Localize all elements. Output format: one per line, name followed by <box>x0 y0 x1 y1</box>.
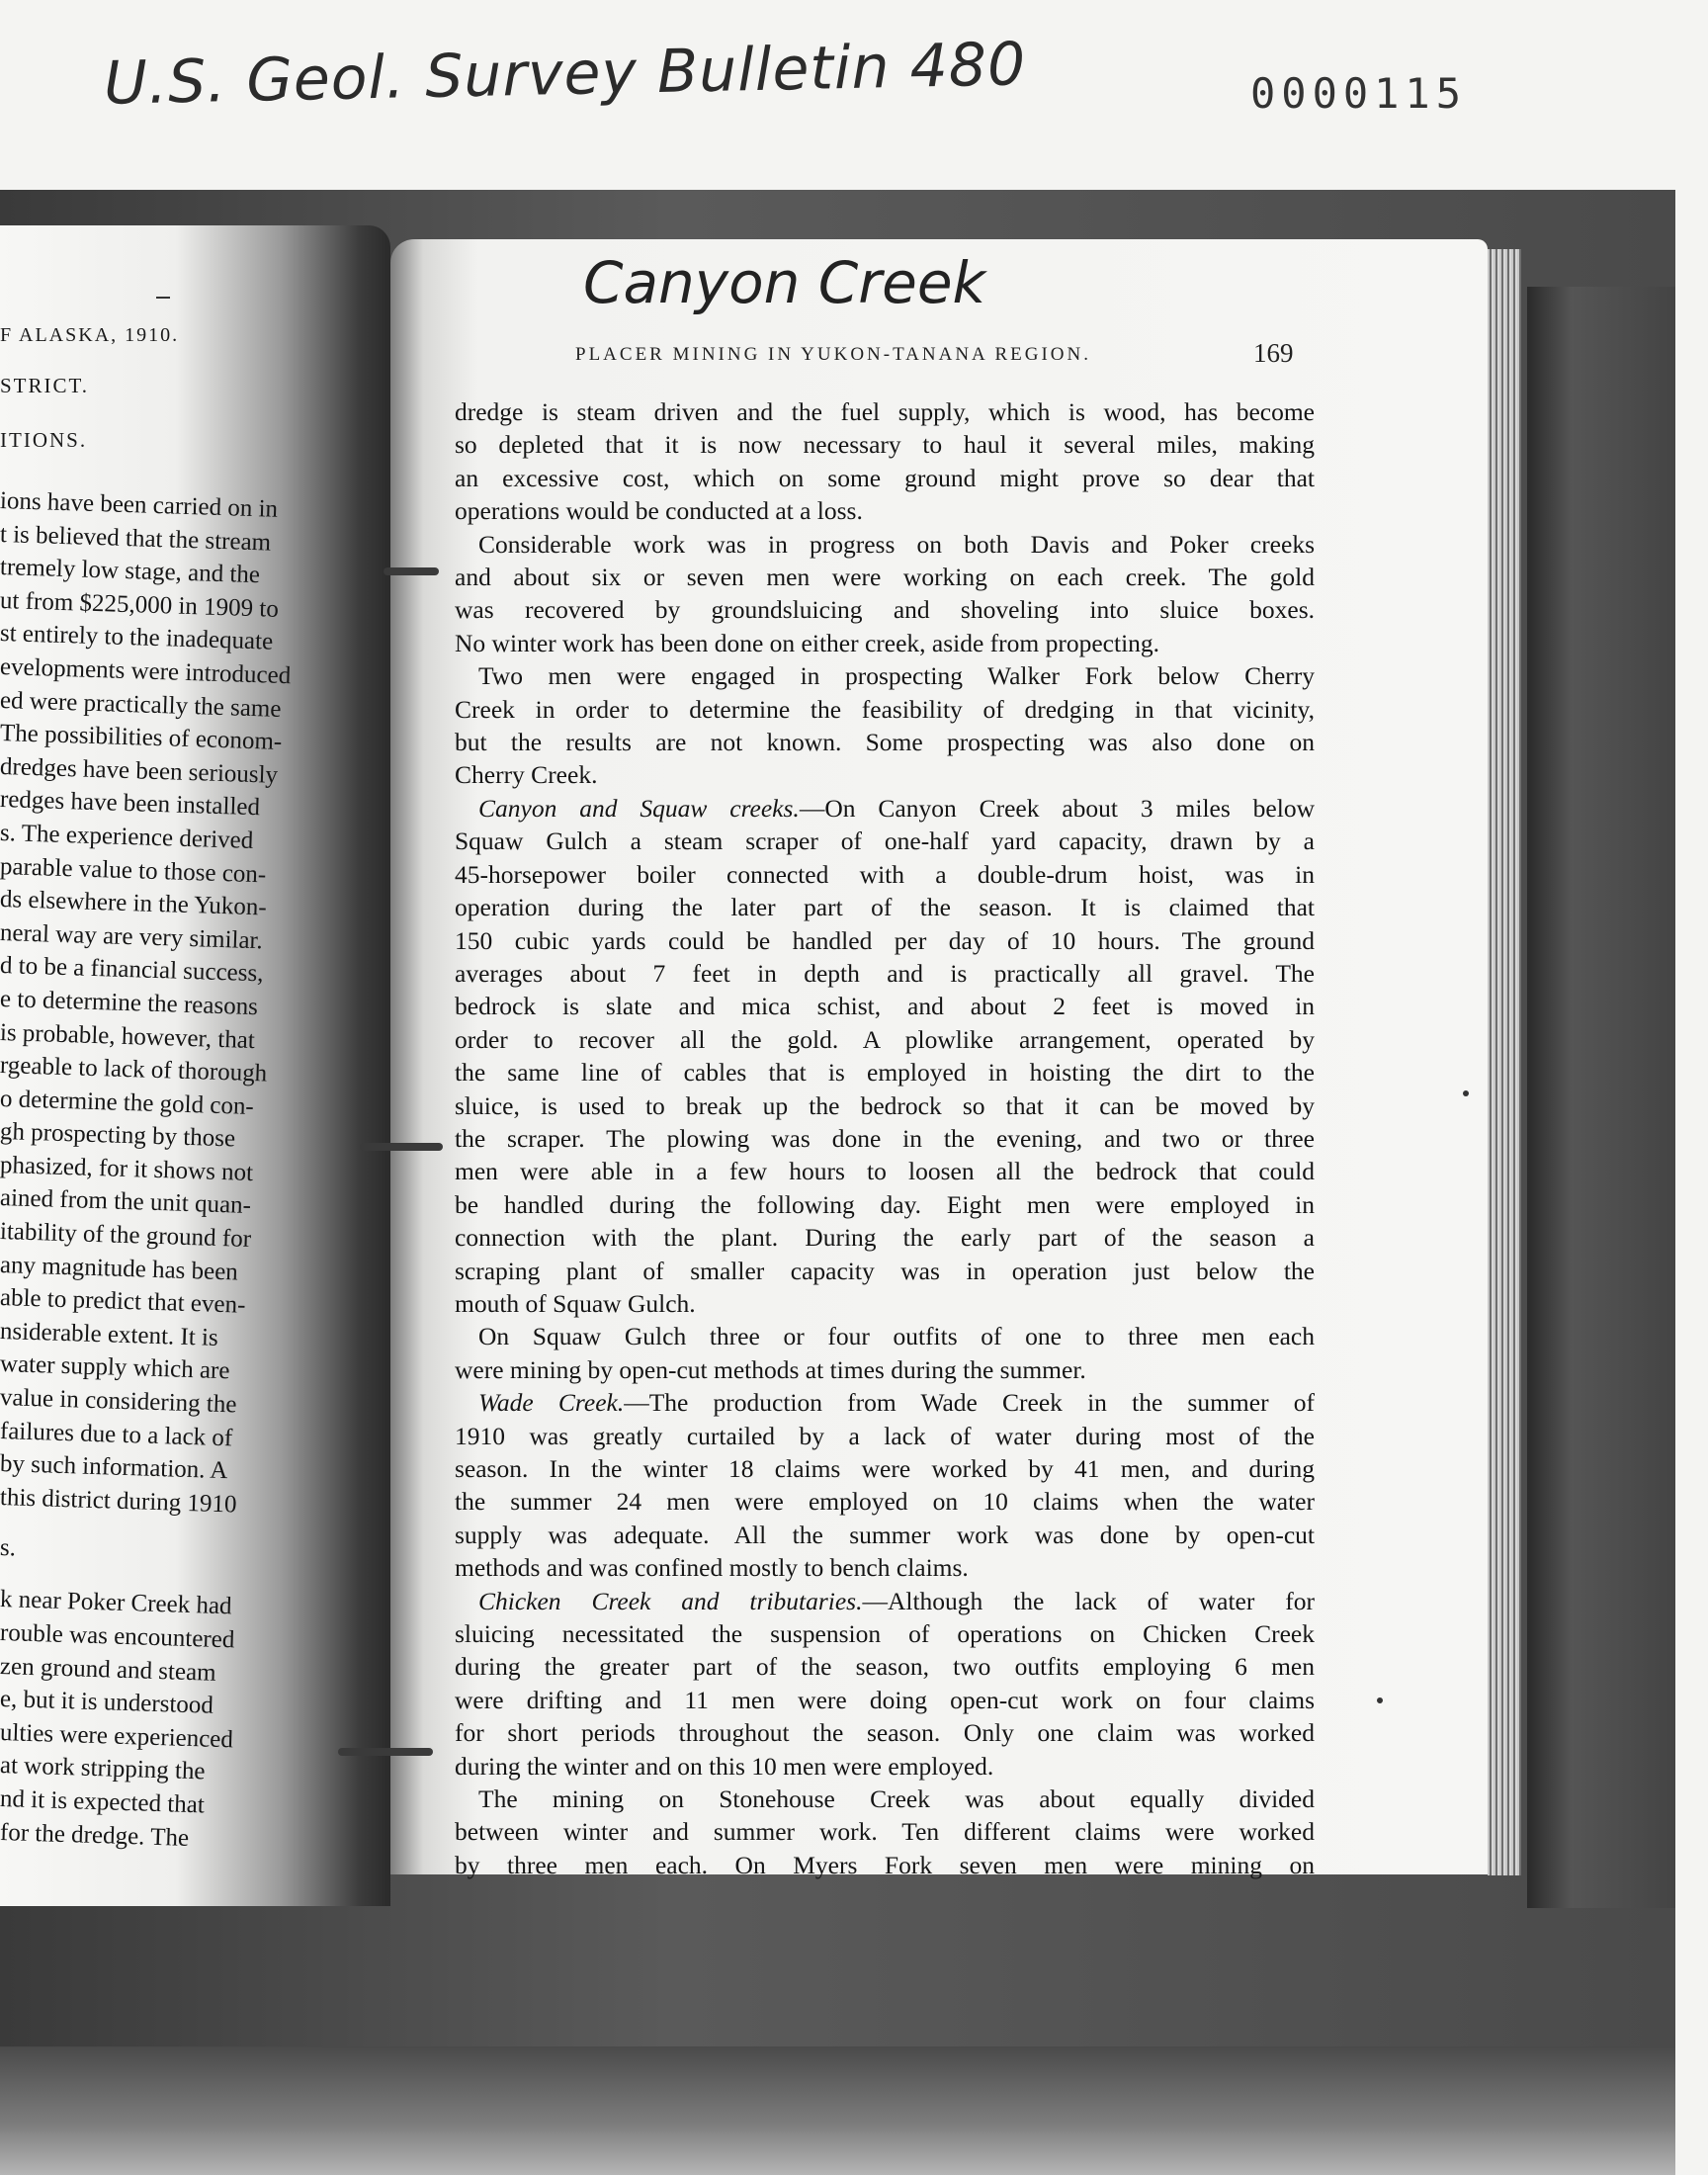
left-text-line: failures due to a lack of <box>0 1417 233 1452</box>
body-text-line <box>455 494 1315 527</box>
body-text-line <box>455 957 1315 990</box>
line-text: so depleted that it is now necessary to haul it several miles, making <box>455 430 1315 460</box>
line-text: On Squaw Gulch three or four outfits of one to three men each <box>478 1322 1315 1351</box>
line-text: by three men each. On Myers Fork seven men were mining on <box>455 1850 1315 1879</box>
left-text-line: is probable, however, that <box>0 1018 256 1054</box>
handwritten-title: U.S. Geol. Survey Bulletin 480 <box>103 30 1027 119</box>
body-text-line <box>455 1617 1315 1650</box>
line-text: The mining on Stonehouse Creek was about equally divided <box>478 1784 1315 1814</box>
line-text: 1910 was greatly curtailed by a lack of water during most of the <box>455 1421 1315 1450</box>
paragraph-heading: Canyon and Squaw creeks. <box>478 793 800 823</box>
handwritten-heading: Canyon Creek <box>583 249 986 316</box>
body-text-line <box>455 428 1315 461</box>
line-text: sluicing necessitated the suspension of operations on Chicken Creek <box>455 1619 1315 1649</box>
body-text-line <box>455 1188 1315 1221</box>
left-text-line: gh prospecting by those <box>0 1118 236 1153</box>
line-text: 45-horsepower boiler connected with a double-drum hoist, was in <box>455 859 1315 889</box>
body-text-line <box>455 1155 1315 1187</box>
body-text-line <box>455 858 1315 891</box>
left-text-line: d to be a financial success, <box>0 952 264 988</box>
line-text: Creek in order to determine the feasibility of dredging in that vicinity, <box>455 694 1315 724</box>
body-text-line <box>455 1287 1315 1320</box>
body-text-line <box>455 1353 1315 1386</box>
line-text: supply was adequate. All the summer work was done by open-cut <box>455 1520 1315 1549</box>
left-text-line: tremely low stage, and the <box>0 554 261 589</box>
left-page <box>0 225 390 1906</box>
page-edges <box>1488 249 1521 1875</box>
line-text: operations would be conducted at a loss. <box>455 496 863 526</box>
line-text: but the results are not known. Some prospecting was also done on <box>455 728 1315 757</box>
page-body <box>455 395 1315 1881</box>
left-text-line: rgeable to lack of thorough <box>0 1052 268 1088</box>
line-text: the scraper. The plowing was done in the evening, and two or three <box>455 1123 1315 1153</box>
page-number: 169 <box>1253 338 1294 368</box>
line-text: Squaw Gulch a steam scraper of one-half yard capacity, drawn by a <box>455 826 1315 856</box>
body-text-line <box>455 395 1315 428</box>
body-text-line <box>455 1485 1315 1518</box>
left-text-line: neral way are very similar. <box>0 918 264 955</box>
line-text: was recovered by groundsluicing and shoveling into sluice boxes. <box>455 595 1315 625</box>
left-text-line: s. The experience derived <box>0 819 254 854</box>
body-text-line <box>455 1815 1315 1848</box>
speck <box>1377 1697 1383 1703</box>
body-text-line <box>455 627 1315 659</box>
left-text-line: ained from the unit quan- <box>0 1184 252 1220</box>
body-text-line <box>455 528 1315 561</box>
body-text-line <box>455 659 1315 692</box>
line-text: during the greater part of the season, two outfits employing 6 men <box>455 1652 1315 1682</box>
rule-mark <box>156 297 170 299</box>
left-text-line: evelopments were introduced <box>0 652 292 690</box>
body-text-line <box>455 825 1315 857</box>
line-text: season. In the winter 18 claims were worked by 41 men, and during <box>455 1454 1315 1483</box>
left-text-line: ds elsewhere in the Yukon- <box>0 886 268 921</box>
left-section-mark: s. <box>0 1534 17 1562</box>
body-text-line <box>455 1320 1315 1352</box>
body-text-line <box>455 1551 1315 1584</box>
line-text: —The production from Wade Creek in the summer of <box>624 1388 1315 1418</box>
line-text: were mining by open-cut methods at times during the summer. <box>455 1354 1086 1384</box>
body-text-line <box>455 1684 1315 1716</box>
line-text: —Although the lack of water for <box>862 1586 1315 1615</box>
line-text: order to recover all the gold. A plowlike arrangement, operated by <box>455 1024 1315 1054</box>
body-text-line <box>455 462 1315 494</box>
body-text-line <box>455 1585 1315 1617</box>
body-text-line <box>455 1750 1315 1783</box>
left-text-line: for the dredge. The <box>0 1818 190 1852</box>
left-text-line: rouble was encountered <box>0 1619 235 1654</box>
left-text-line: ulties were experienced <box>0 1718 234 1754</box>
left-text-line: ed were practically the same <box>0 686 282 723</box>
left-text-line: e, but it is understood <box>0 1686 214 1719</box>
body-text-line <box>455 726 1315 758</box>
line-text: the same line of cables that is employed in hoisting the dirt to the <box>455 1058 1315 1088</box>
left-text-line: e to determine the reasons <box>0 985 259 1021</box>
line-text: between winter and summer work. Ten different claims were worked <box>455 1817 1315 1847</box>
left-page-text <box>0 484 390 1852</box>
body-text-line <box>455 758 1315 791</box>
line-text: methods and was confined mostly to bench claims. <box>455 1553 969 1583</box>
line-text: Cherry Creek. <box>455 760 598 790</box>
left-text-line: nsiderable extent. It is <box>0 1317 219 1351</box>
right-page <box>390 239 1488 1879</box>
left-text-line: at work stripping the <box>0 1752 206 1785</box>
body-text-line <box>455 1089 1315 1122</box>
left-text-line: ions have been carried on in <box>0 487 279 523</box>
line-text: averages about 7 feet in depth and is practically all gravel. The <box>455 958 1315 988</box>
binding-stitch <box>384 567 439 575</box>
paragraph-heading: Chicken Creek and tributaries. <box>478 1586 863 1615</box>
left-text-line: itability of the ground for <box>0 1218 252 1254</box>
left-text-line: redges have been installed <box>0 786 261 822</box>
binding-stitch <box>360 1143 443 1151</box>
left-text-line: o determine the gold con- <box>0 1085 255 1120</box>
left-text-line: zen ground and steam <box>0 1652 217 1687</box>
left-text-line: The possibilities of econom- <box>0 720 283 756</box>
body-text-line <box>455 891 1315 923</box>
body-text-line <box>455 561 1315 593</box>
line-text: 150 cubic yards could be handled per day of 10 hours. The ground <box>455 925 1315 955</box>
body-text-line <box>455 1023 1315 1056</box>
line-text: Considerable work was in progress on both Davis and Poker creeks <box>478 529 1315 559</box>
left-text-line: this district during 1910 <box>0 1483 237 1519</box>
line-text: connection with the plant. During the early part of the season a <box>455 1223 1315 1253</box>
line-text: sluice, is used to break up the bedrock so that it can be moved by <box>455 1090 1315 1120</box>
body-text-line <box>455 1452 1315 1485</box>
body-text-line <box>455 1386 1315 1419</box>
paragraph-heading: Wade Creek. <box>478 1388 625 1418</box>
left-text-line: value in considering the <box>0 1384 237 1419</box>
left-running-head: F ALASKA, 1910. <box>0 324 180 346</box>
line-text: dredge is steam driven and the fuel supply, which is wood, has become <box>455 397 1315 426</box>
body-text-line <box>455 693 1315 726</box>
body-text-line <box>455 1122 1315 1155</box>
binding-stitch <box>338 1748 433 1756</box>
line-text: Two men were engaged in prospecting Walker Fork below Cherry <box>478 661 1315 691</box>
body-text-line <box>455 1519 1315 1551</box>
left-text-line: dredges have been seriously <box>0 752 279 789</box>
left-section-heading: ITIONS. <box>0 428 88 452</box>
line-text: were drifting and 11 men were doing open-cut work on four claims <box>455 1685 1315 1714</box>
left-text-line: any magnitude has been <box>0 1251 239 1286</box>
line-text: for short periods throughout the season. Only one claim was worked <box>455 1718 1315 1748</box>
body-text-line <box>455 1650 1315 1683</box>
book-cover-edge <box>1527 287 1675 1908</box>
body-text-line <box>455 593 1315 626</box>
left-text-line: able to predict that even- <box>0 1284 246 1320</box>
line-text: mouth of Squaw Gulch. <box>455 1288 696 1318</box>
body-text-line <box>455 1783 1315 1815</box>
left-text-line: by such information. A <box>0 1450 228 1485</box>
line-text: —On Canyon Creek about 3 miles below <box>799 793 1315 823</box>
line-text: and about six or seven men were working on each creek. The gold <box>455 563 1315 592</box>
body-text-line <box>455 1716 1315 1749</box>
line-text: scraping plant of smaller capacity was in operation just below the <box>455 1256 1315 1285</box>
line-text: the summer 24 men were employed on 10 claims when the water <box>455 1487 1315 1517</box>
body-text-line <box>455 1255 1315 1287</box>
left-text-line: t is believed that the stream <box>0 520 272 557</box>
running-head: PLACER MINING IN YUKON-TANANA REGION. <box>575 344 1091 365</box>
line-text: be handled during the following day. Eight men were employed in <box>455 1189 1315 1219</box>
line-text: an excessive cost, which on some ground might prove so dear that <box>455 463 1315 492</box>
left-text-line: parable value to those con- <box>0 852 267 888</box>
stamp-number: 0000115 <box>1250 69 1468 118</box>
body-text-line <box>455 1420 1315 1452</box>
line-text: operation during the later part of the season. It is claimed that <box>455 893 1315 922</box>
body-text-line <box>455 1849 1315 1881</box>
body-text-line <box>455 1221 1315 1254</box>
body-text-line <box>455 1056 1315 1088</box>
body-text-line <box>455 924 1315 957</box>
body-text-line <box>455 792 1315 825</box>
left-text-line: water supply which are <box>0 1350 230 1385</box>
left-district-heading: STRICT. <box>0 374 90 397</box>
line-text: bedrock is slate and mica schist, and about 2 feet is moved in <box>455 992 1315 1021</box>
body-text-line <box>455 990 1315 1022</box>
left-text-line: nd it is expected that <box>0 1784 206 1819</box>
line-text: during the winter and on this 10 men were employed. <box>455 1751 994 1781</box>
left-text-line: phasized, for it shows not <box>0 1151 254 1186</box>
line-text: men were able in a few hours to loosen all the bedrock that could <box>455 1157 1315 1186</box>
left-text-line: ut from $225,000 in 1909 to <box>0 586 280 623</box>
left-text-line: st entirely to the inadequate <box>0 620 274 656</box>
line-text: No winter work has been done on either creek, aside from propecting. <box>455 628 1160 657</box>
speck <box>1463 1090 1469 1096</box>
left-text-line: k near Poker Creek had <box>0 1586 232 1620</box>
